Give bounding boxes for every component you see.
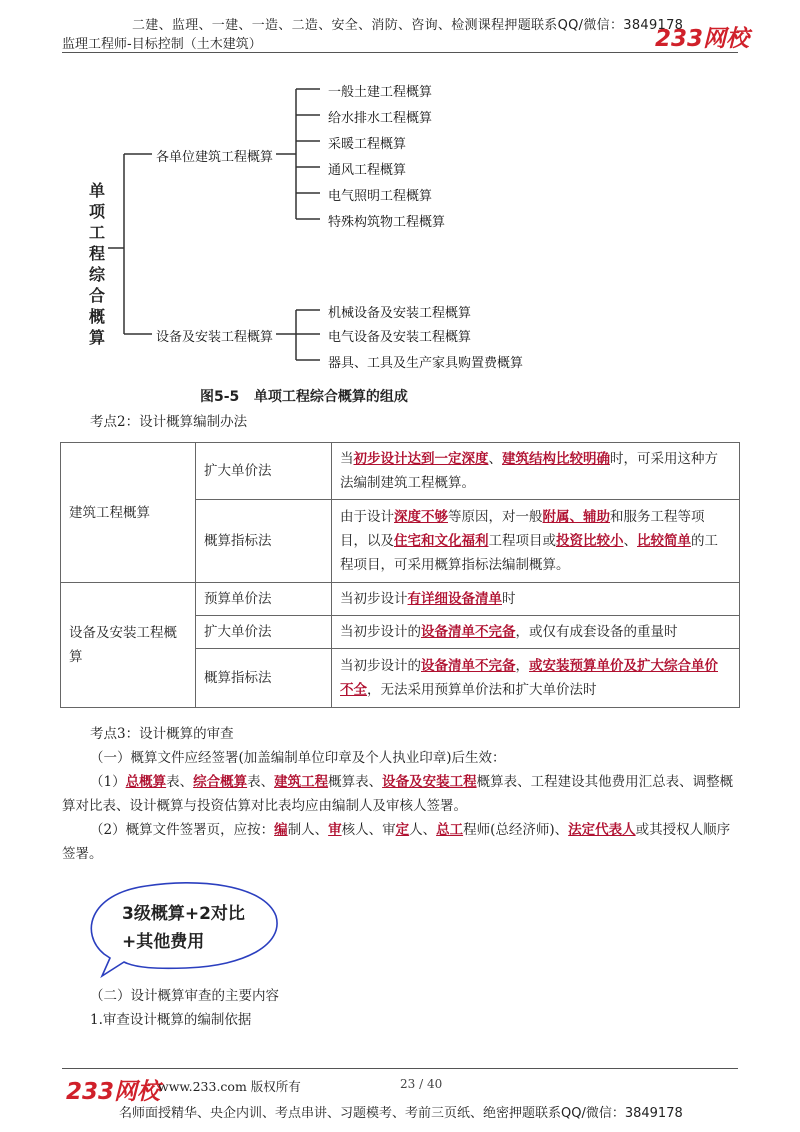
brand-logo: 233网校 <box>655 26 750 52</box>
paragraph: （一）概算文件应经签署(加盖编制单位印章及个人执业印章)后生效： <box>90 750 506 766</box>
footer-contact-line: 名师面授精华、央企内训、考点串讲、习题模考、考前三页纸、绝密押题联系QQ/微信：3849178 <box>119 1106 683 1121</box>
paragraph: （1）总概算表、综合概算表、建筑工程概算表、设备及安装工程概算表、工程建设其他费用汇总表、调整概算对比表、设计概算与投资估算对比表均应由编制人及审核人签署。 <box>62 774 734 814</box>
bubble-text-line1: 3级概算+2对比 <box>122 904 245 924</box>
table-group-cell: 建筑工程概算 <box>61 443 196 583</box>
condition-cell: 当初步设计达到一定深度、建筑结构比较明确时，可采用这种方法编制建筑工程概算。 <box>332 443 740 500</box>
paragraph: 1.审查设计概算的编制依据 <box>90 1012 252 1028</box>
footer-site-link[interactable]: www.233.com 版权所有 <box>158 1079 301 1094</box>
diagram-leaf: 电气照明工程概算 <box>328 189 433 204</box>
table-group-cell: 设备及安装工程概算 <box>61 583 196 708</box>
diagram-leaf: 特殊构筑物工程概算 <box>328 215 446 230</box>
paragraph: （2）概算文件签署页，应按：编制人、审核人、审定人、总工程师(总经济师)、法定代表人或其授权人顺序签署。 <box>62 822 731 862</box>
diagram-branch-building: 各单位建筑工程概算 <box>156 150 274 165</box>
header-divider <box>62 52 738 53</box>
diagram-leaf: 一般土建工程概算 <box>328 85 433 100</box>
diagram-leaf: 机械设备及安装工程概算 <box>328 306 472 321</box>
condition-cell: 当初步设计的设备清单不完备，或安装预算单价及扩大综合单价不全，无法采用预算单价法和扩大单价法时 <box>332 649 740 708</box>
figure-caption: 图5-5 单项工程综合概算的组成 <box>200 389 408 405</box>
diagram-leaf: 通风工程概算 <box>328 163 407 178</box>
method-cell: 扩大单价法 <box>196 443 332 500</box>
method-cell: 概算指标法 <box>196 500 332 583</box>
paragraph: （二）设计概算审查的主要内容 <box>90 988 279 1004</box>
table-row <box>61 583 740 616</box>
diagram-leaf: 采暖工程概算 <box>328 137 407 152</box>
page-number: 23 / 40 <box>400 1077 443 1091</box>
section-title-point2: 考点2：设计概算编制办法 <box>90 414 248 430</box>
method-cell: 概算指标法 <box>196 649 332 708</box>
condition-cell: 当初步设计有详细设备清单时 <box>332 583 740 616</box>
header-contact-line: 二建、监理、一建、一造、二造、安全、消防、咨询、检测课程押题联系QQ/微信：3849178 <box>132 18 684 33</box>
diagram-leaf: 器具、工具及生产家具购置费概算 <box>328 356 524 371</box>
diagram-branch-equipment: 设备及安装工程概算 <box>156 330 274 345</box>
diagram-root: 单项工程综合概算 <box>88 181 105 347</box>
bubble-text-line2: +其他费用 <box>122 932 205 952</box>
table-row <box>61 443 740 500</box>
footer-divider <box>62 1068 738 1069</box>
document-title: 监理工程师-目标控制（土木建筑） <box>62 37 262 52</box>
compilation-methods-table <box>60 442 740 708</box>
method-cell: 扩大单价法 <box>196 616 332 649</box>
diagram-leaf: 电气设备及安装工程概算 <box>328 330 472 345</box>
condition-cell: 由于设计深度不够等原因，对一般附属、辅助和服务工程等项目，以及住宅和文化福利工程项目或投资比较小、比较简单的工程项目，可采用概算指标法编制概算。 <box>332 500 740 583</box>
section-title-point3: 考点3：设计概算的审查 <box>90 726 234 742</box>
method-cell: 预算单价法 <box>196 583 332 616</box>
diagram-leaf: 给水排水工程概算 <box>328 111 433 126</box>
condition-cell: 当初步设计的设备清单不完备，或仅有成套设备的重量时 <box>332 616 740 649</box>
footer-logo: 233网校 <box>66 1079 161 1105</box>
